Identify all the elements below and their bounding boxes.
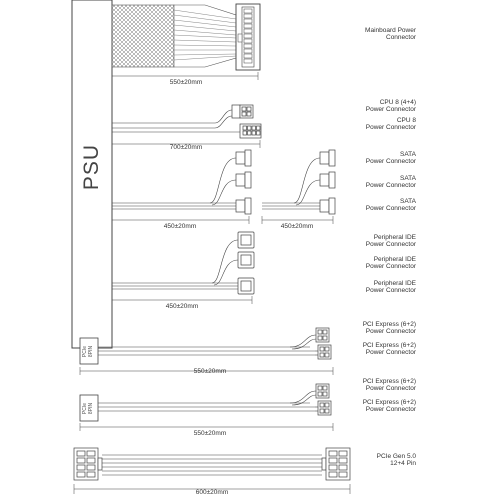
label-ide-3: Peripheral IDE Power Connector (365, 280, 416, 295)
label-sata-1: SATA Power Connector (365, 151, 416, 166)
mainboard-connector (236, 4, 260, 70)
psu-label-box (72, 122, 112, 212)
sata-right-cable (262, 158, 324, 209)
label-ide-1: Peripheral IDE Power Connector (365, 234, 416, 249)
dim-sata-left: 450±20mm (163, 223, 197, 230)
label-pcie-a-2: PCI Express (6+2) Power Connector (362, 342, 416, 357)
pcie-a-plug-label-box (80, 338, 98, 364)
label-pcie-gen5: PCIe Gen 5.0 12+4 Pin (376, 453, 416, 468)
label-pcie-b-2: PCI Express (6+2) Power Connector (362, 399, 416, 414)
dim-mainboard: 550±20mm (169, 79, 203, 86)
dim-ide: 450±20mm (165, 303, 199, 310)
mainboard-cable (112, 5, 236, 67)
label-cpu-8-4-4: CPU 8 (4+4) Power Connector (365, 99, 416, 114)
sata-left-cable (112, 158, 240, 209)
pcie-a-connectors (316, 328, 331, 359)
sata-left-connectors (236, 150, 251, 214)
cpu-8-4-4-connector (232, 105, 253, 118)
dim-sata-right: 450±20mm (280, 223, 314, 230)
gen5-left-connector (74, 448, 102, 480)
dim-cpu: 700±20mm (169, 144, 203, 151)
pcie-b-plug-label-box (80, 395, 98, 421)
label-pcie-b-1: PCI Express (6+2) Power Connector (362, 378, 416, 393)
label-cpu-8: CPU 8 Power Connector (365, 117, 416, 132)
dim-pcie-a: 550±20mm (193, 368, 227, 375)
dim-gen5: 600±20mm (195, 489, 229, 496)
pcie-a-cable (98, 335, 318, 355)
label-pcie-a-1: PCI Express (6+2) Power Connector (362, 321, 416, 336)
gen5-right-connector (322, 448, 350, 480)
label-mainboard: Mainboard Power Connector (365, 27, 416, 42)
gen5-cable (102, 455, 322, 475)
cpu-8-connector (240, 124, 261, 138)
cpu-cable (112, 110, 240, 132)
psu-label: PSU (80, 143, 103, 191)
pcie-b-connectors (316, 384, 331, 415)
ide-cable (112, 240, 240, 289)
sata-right-connectors (320, 150, 335, 214)
label-sata-2: SATA Power Connector (365, 175, 416, 190)
dim-pcie-b: 550±20mm (193, 430, 227, 437)
ide-connectors (238, 232, 254, 294)
label-sata-3: SATA Power Connector (365, 198, 416, 213)
pcie-b-cable (98, 391, 318, 411)
label-ide-2: Peripheral IDE Power Connector (365, 256, 416, 271)
pcie-a-plug-label: PCIe 8PIN (82, 345, 94, 357)
pcie-b-plug-label: PCIe 8PIN (82, 402, 94, 414)
